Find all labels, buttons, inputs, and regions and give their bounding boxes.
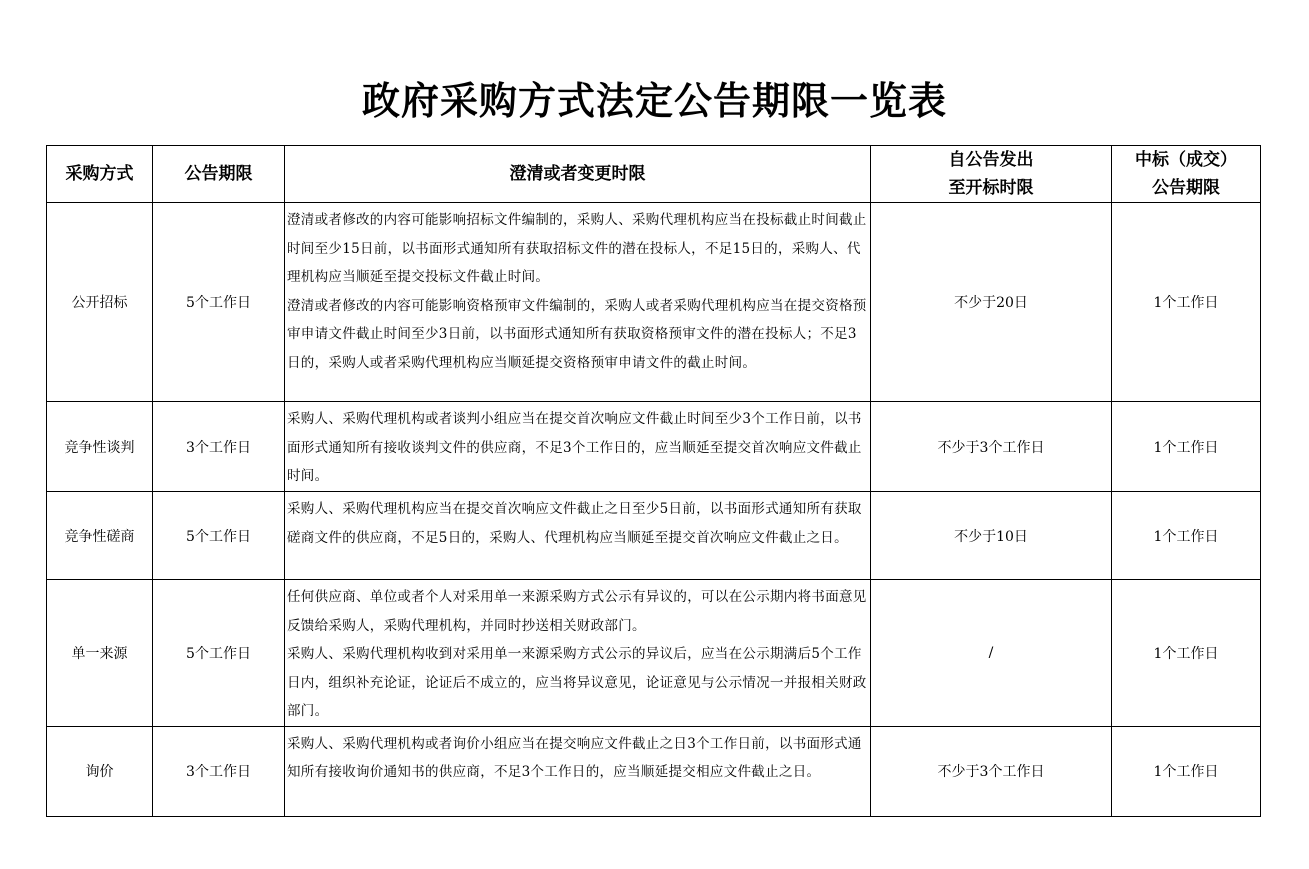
clarification-paragraph: 采购人、采购代理机构收到对采用单一来源采购方式公示的异议后，应当在公示期满后5个工作日内，组织补充论证，论证后不成立的，应当将异议意见，论证意见与公示情况一并报相关财政部门。 [287,646,867,719]
cell-open-time: 不少于10日 [871,492,1112,580]
cell-method: 单一来源 [47,580,153,727]
table-row [47,492,1261,580]
header-open-line2: 至开标时限 [948,178,1034,198]
cell-clarification [285,492,871,580]
cell-clarification [285,726,871,816]
cell-clarification [285,402,871,492]
table-row [47,726,1261,816]
page-title: 政府采购方式法定公告期限一览表 [361,78,947,123]
cell-period: 3个工作日 [153,402,285,492]
header-award-period [1112,146,1261,203]
clarification-paragraph: 澄清或者修改的内容可能影响资格预审文件编制的，采购人或者采购代理机构应当在提交资格预审申请文件截止时间至少3日前，以书面形式通知所有获取资格预审文件的潜在投标人；不足3日的，采购人或者采购代理机构应当顺延提交资格预审申请文件的截止时间。 [287,297,867,371]
clarification-paragraph: 采购人、采购代理机构或者询价小组应当在提交响应文件截止之日3个工作日前，以书面形式通知所有接收询价通知书的供应商，不足3个工作日的，应当顺延提交相应文件截止之日。 [287,735,862,780]
header-open-time [871,146,1112,203]
clarification-paragraph: 任何供应商、单位或者个人对采用单一来源采购方式公示有异议的，可以在公示期内将书面意见反馈给采购人，采购代理机构，并同时抄送相关财政部门。 [287,589,867,634]
cell-period: 3个工作日 [153,726,285,816]
cell-clarification [285,203,871,402]
cell-method: 询价 [47,726,153,816]
cell-method: 竞争性磋商 [47,492,153,580]
header-open-line1: 自公告发出 [948,150,1034,170]
cell-award-period: 1个工作日 [1112,203,1261,402]
cell-open-time: 不少于20日 [871,203,1112,402]
cell-method: 竞争性谈判 [47,402,153,492]
cell-method: 公开招标 [47,203,153,402]
table-row [47,203,1261,402]
cell-period: 5个工作日 [153,580,285,727]
header-period: 公告期限 [153,146,285,203]
header-clarification: 澄清或者变更时限 [285,146,871,203]
cell-open-time: 不少于3个工作日 [871,726,1112,816]
cell-period: 5个工作日 [153,203,285,402]
header-method: 采购方式 [47,146,153,203]
cell-period: 5个工作日 [153,492,285,580]
header-award-line1: 中标（成交） [1135,150,1237,170]
header-row [47,146,1261,203]
clarification-paragraph: 采购人、采购代理机构应当在提交首次响应文件截止之日至少5日前，以书面形式通知所有获取磋商文件的供应商，不足5日的，采购人、代理机构应当顺延至提交首次响应文件截止之日。 [287,501,862,546]
cell-award-period: 1个工作日 [1112,492,1261,580]
table-row [47,402,1261,492]
table-row [47,580,1261,727]
cell-open-time: / [871,580,1112,727]
cell-award-period: 1个工作日 [1112,726,1261,816]
cell-award-period: 1个工作日 [1112,402,1261,492]
clarification-paragraph: 采购人、采购代理机构或者谈判小组应当在提交首次响应文件截止时间至少3个工作日前，以书面形式通知所有接收谈判文件的供应商，不足3个工作日的，应当顺延至提交首次响应文件截止时间。 [287,411,862,484]
procurement-table [46,145,1261,817]
cell-open-time: 不少于3个工作日 [871,402,1112,492]
cell-award-period: 1个工作日 [1112,580,1261,727]
cell-clarification [285,580,871,727]
clarification-paragraph: 澄清或者修改的内容可能影响招标文件编制的，采购人、采购代理机构应当在投标截止时间截止时间至少15日前，以书面形式通知所有获取招标文件的潜在投标人，不足15日的，采购人、代理机构应当顺延至提交投标文件截止时间。 [287,212,867,285]
header-award-line2: 公告期限 [1152,178,1220,198]
